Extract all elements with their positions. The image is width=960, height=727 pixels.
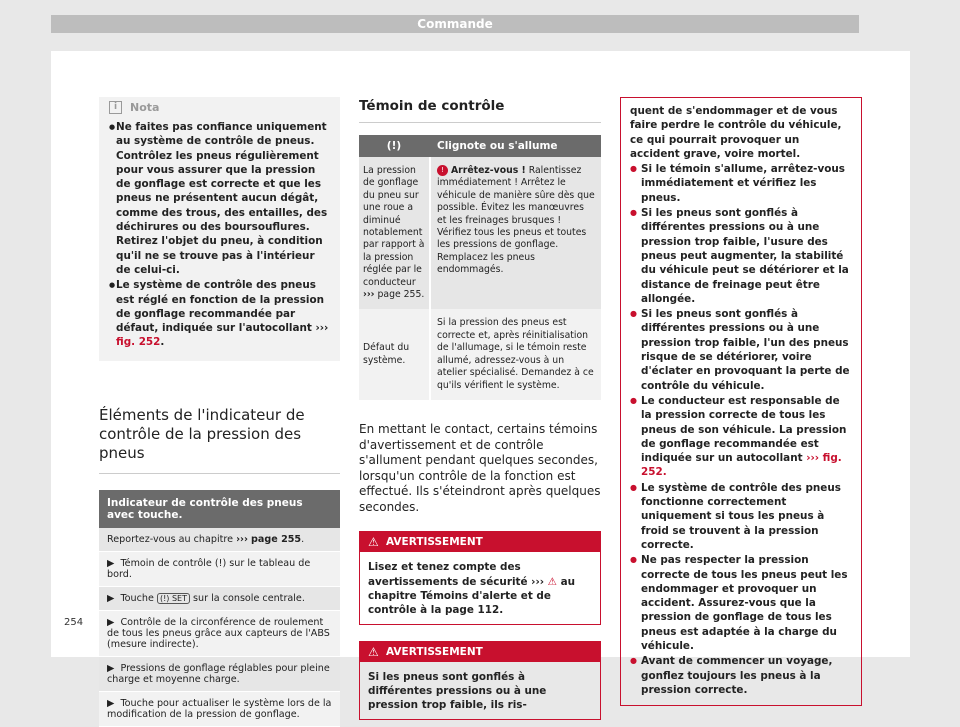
set-button-icon: (!) SET	[157, 593, 190, 604]
item-text: Contrôle de la circonférence de roulement de tous les pneus grâce aux capteurs de l'ABS (mesure indirecte).	[107, 616, 330, 650]
warning-link[interactable]: au chapitre Témoins d'alerte et de contrôle à la page 112	[368, 575, 576, 617]
punct: .	[160, 336, 165, 349]
item-text: sur le tableau de bord.	[107, 557, 311, 580]
temoin-table	[359, 135, 601, 400]
item-text: Touche	[120, 592, 154, 604]
section-divider	[99, 473, 340, 474]
triangle-bullet-icon: ▶	[107, 697, 115, 709]
action-text: Ralentissez immédiatement ! Arrêtez le véhicule de manière sûre dès que possible. Évitez les manœuvres et les freinages brusques ! Vérifiez tous les pneus et toutes les pressions de gonflage. Remplacez les pneus endommagés.	[437, 165, 595, 276]
note-list	[109, 120, 330, 350]
warning-label: AVERTISSEMENT	[386, 536, 483, 549]
stop-icon: !	[437, 165, 448, 176]
triangle-bullet-icon: ▶	[107, 616, 115, 628]
item-text: Témoin de contrôle	[120, 557, 212, 569]
warning-header	[360, 642, 600, 662]
body-paragraph: En mettant le contact, certains témoins d'avertissement et de contrôle s'allument pendant quelques secondes, lorsqu'un contrôle de la fonction est effectué. Ils s'éteindront après quelques secondes.	[359, 421, 601, 514]
warning-item: ● Ne pas respecter la pression correcte de tous les pneus peut les endommager et provoquer un accident. Assurez-vous que la pression de gonflage de tous les pneus est adaptée à la charge du véhicule.	[630, 553, 852, 653]
punct: .	[301, 533, 305, 545]
warning-intro: quent de s'endommager et de vous faire perdre le contrôle du véhicule, ce qui pourrait provoquer un accident grave, voire mortel.	[630, 105, 842, 160]
ref-text: Reportez-vous au chapitre	[107, 533, 234, 545]
condition-cell	[359, 157, 431, 309]
triangle-bullet-icon: ▶	[107, 592, 115, 604]
indicator-item	[99, 587, 340, 611]
tire-warning-icon: (!)	[386, 139, 402, 152]
note-header	[109, 101, 330, 114]
ref-arrow: ›››	[236, 533, 248, 545]
info-icon: i	[109, 101, 122, 114]
warning-box	[359, 531, 601, 624]
column-middle	[359, 97, 601, 720]
column-left	[99, 97, 340, 727]
table-row	[359, 157, 601, 309]
column-right	[620, 97, 862, 706]
warning-body	[360, 552, 600, 623]
note-item	[109, 278, 330, 349]
triangle-bullet-icon: ▶	[107, 557, 115, 569]
indicator-header: Indicateur de contrôle des pneus avec touche.	[99, 490, 340, 528]
punct: .	[499, 604, 504, 617]
cond-text: Défaut du système.	[363, 342, 410, 366]
warning-item-text: Le conducteur est responsable de la pression correcte de tous les pneus de son véhicule. La pression de gonflage recommandée est indiquée sur un autocollant	[641, 394, 847, 465]
temoin-title: Témoin de contrôle	[359, 98, 505, 114]
page-link[interactable]: page 255.	[377, 289, 425, 301]
page	[51, 51, 910, 720]
warning-item: ● Le système de contrôle des pneus fonctionne correctement uniquement si tous les pneus à froid se trouvent à la pression correcte.	[630, 481, 852, 552]
ref-arrow: ›››	[363, 289, 375, 301]
warning-label: AVERTISSEMENT	[386, 645, 483, 658]
tire-warning-icon: (!)	[214, 557, 227, 569]
page-link[interactable]: page 255	[251, 533, 302, 545]
action-cell	[431, 309, 601, 399]
item-text: Touche pour actualiser le système lors de la modification de la pression de gonflage.	[107, 697, 332, 720]
set-label: SET	[171, 593, 187, 603]
condition-cell	[359, 309, 431, 399]
item-text: sur la console centrale.	[193, 592, 305, 604]
column-header: Clignote ou s'allume	[437, 139, 558, 152]
indicator-item	[99, 657, 340, 692]
warning-text: Lisez et tenez compte des avertissements de sécurité	[368, 561, 528, 588]
note-label: Nota	[130, 101, 160, 114]
note-item-text: Ne faites pas confiance uniquement au système de contrôle de pneus. Contrôlez les pneus régulièrement pour vous assurer que la pression de gonflage est correcte et que les pneus ne présentent aucun dégât, comme des trous, des entailles, des déchirures ou des boursouflures. Retirez l'objet du pneu, à condition qu'il ne se trouve pas à l'intérieur de celui-ci.	[116, 121, 328, 276]
table-row	[359, 309, 601, 399]
warning-triangle-icon: ⚠	[368, 535, 379, 550]
page-header: Commande	[51, 15, 859, 33]
warning-body: Si les pneus sont gonflés à différentes pressions ou à une pression trop faible, ils ris-	[368, 670, 547, 712]
item-text: Pressions de gonflage réglables pour pleine charge et moyenne charge.	[107, 662, 330, 685]
warning-triangle-icon: ⚠	[547, 575, 557, 588]
ref-arrow: ›››	[531, 575, 545, 588]
triangle-bullet-icon: ▶	[107, 662, 115, 674]
note-item	[109, 120, 330, 277]
warning-list	[630, 162, 852, 697]
table-header	[359, 135, 601, 157]
ref-arrow: ›››	[315, 322, 329, 335]
fig-link[interactable]: ››› fig. 252.	[641, 452, 842, 479]
indicator-item	[99, 552, 340, 587]
action-text: Si la pression des pneus est correcte et, après réinitialisation de l'allumage, si le témoin reste allumé, adressez-vous à un atelier spécialisé. Demandez à ce qu'ils vérifient le système.	[437, 317, 594, 391]
note-item-text: Le système de contrôle des pneus est réglé en fonction de la pression de gonflage recommandée par défaut, indiquée sur l'autocollant	[116, 279, 324, 335]
section-title: Éléments de l'indicateur de contrôle de la pression des pneus	[99, 405, 305, 462]
fig-link[interactable]: fig. 252	[116, 336, 161, 349]
indicator-item	[99, 611, 340, 657]
title-divider	[359, 122, 601, 123]
action-cell	[431, 157, 601, 309]
warning-header	[360, 532, 600, 552]
bold-text: Arrêtez-vous !	[450, 165, 526, 176]
warning-item: ● Si le témoin s'allume, arrêtez-vous immédiatement et vérifiez les pneus.	[630, 162, 852, 205]
warning-item: ● Avant de commencer un voyage, gonflez toujours les pneus à la pression correcte.	[630, 654, 852, 697]
warning-item: ● Si les pneus sont gonflés à différentes pressions ou à une pression trop faible, l'usure des pneus peut augmenter, la stabilité du véhicule peut se détériorer et la distance de freinage peut être allongée.	[630, 206, 852, 306]
cond-text: La pression de gonflage du pneu sur une roue a diminué notablement par rapport à la pression réglée par le conducteur	[363, 165, 425, 288]
warning-item: ● Si les pneus sont gonflés à différentes pressions ou à une pression trop faible, l'un des pneus risque de se détériorer, voire d'éclater en provoquant la perte de contrôle du véhicule.	[630, 307, 852, 393]
note-box	[99, 97, 340, 361]
page-number: 254	[64, 617, 84, 628]
warning-item	[630, 394, 852, 480]
warning-triangle-icon: ⚠	[368, 644, 379, 659]
indicator-ref	[99, 528, 340, 552]
indicator-item	[99, 692, 340, 727]
warning-continuation	[620, 97, 862, 706]
